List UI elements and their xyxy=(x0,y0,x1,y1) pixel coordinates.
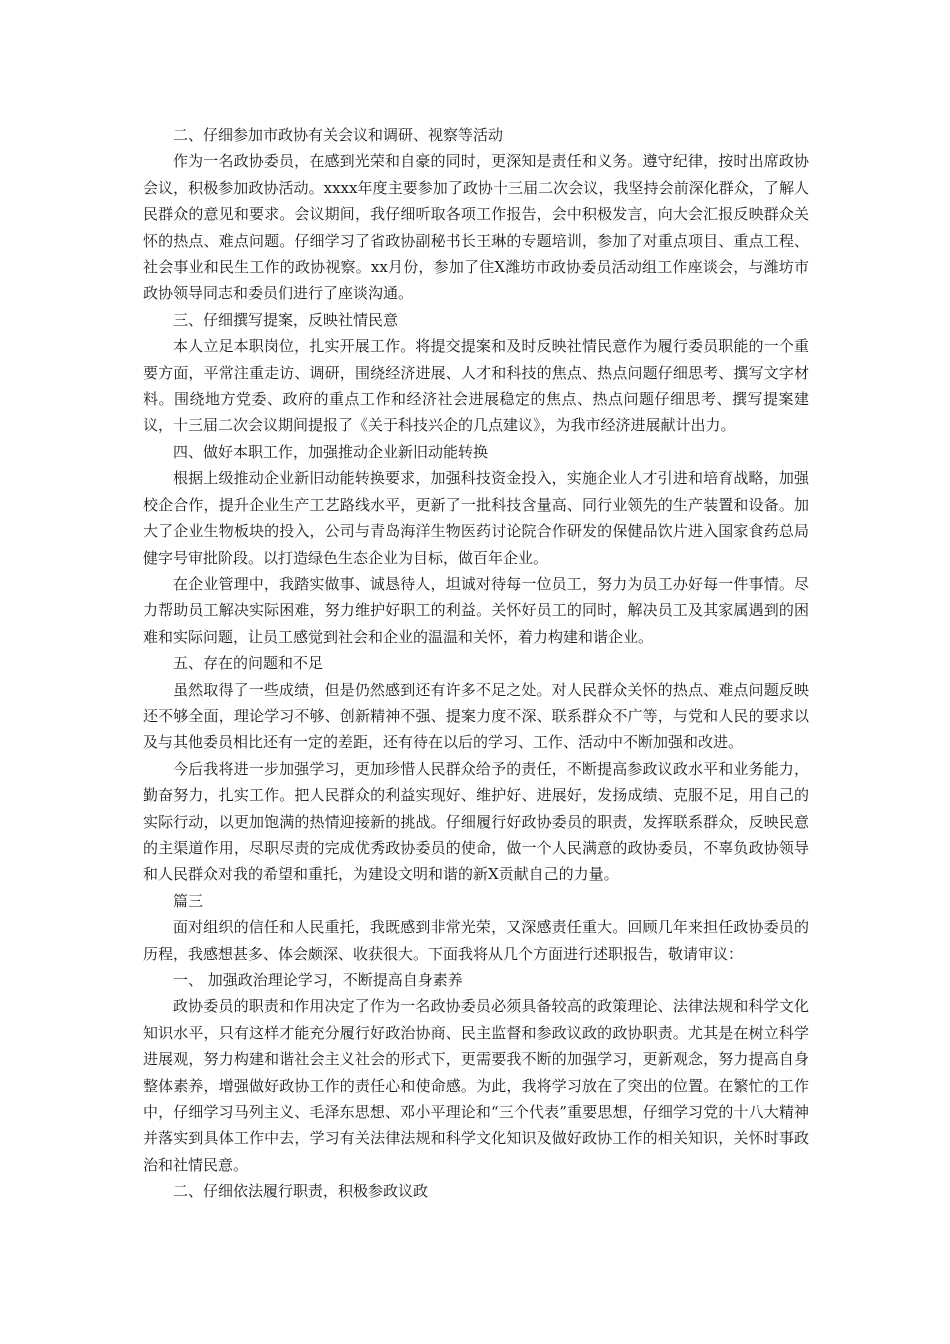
section-heading: 二、仔细依法履行职责，积极参政议政 xyxy=(173,1182,429,1201)
section-heading: 一、 加强政治理论学习，不断提高自身素养 xyxy=(173,971,463,989)
paragraph: 今后我将进一步加强学习，更加珍惜人民群众给予的责任，不断提高参政议政水平和业务能力，勤奋努力，扎实工作。把人民群众的利益实现好、维护好、进展好，发扬成绩、克服不足，用自己的实际行动，以更加饱满的热情迎接新的挑战。仔细履行好政协委员的职责，发挥联系群众，反映民意的主渠道作用，尽职尽责的完成优秀政协委员的使命，做一个人民满意的政协委员，不辜负政协领导和人民群众对我的希望和重托，为建设文明和谐的新X贡献自己的力量。 xyxy=(143,759,809,884)
paragraph: 面对组织的信任和人民重托，我既感到非常光荣，又深感责任重大。回顾几年来担任政协委员的历程，我感想甚多、体会颇深、收获很大。下面我将从几个方面进行述职报告，敬请审议： xyxy=(143,918,809,963)
paragraph: 在企业管理中，我踏实做事、诚恳待人，坦诚对待每一位员工，努力为员工办好每一件事情。尽力帮助员工解决实际困难，努力维护好职工的利益。关怀好员工的同时，解决员工及其家属遇到的困难和实际问题，让员工感觉到社会和企业的温温和关怀，着力构建和谐企业。 xyxy=(143,574,809,646)
section-heading: 四、做好本职工作，加强推动企业新旧动能转换 xyxy=(173,442,489,461)
paragraph: 本人立足本职岗位，扎实开展工作。将提交提案和及时反映社情民意作为履行委员职能的一个重要方面，平常注重走访、调研，围绕经济进展、人才和科技的焦点、热点问题仔细思考、撰写文字材料。围绕地方党委、政府的重点工作和经济社会进展稳定的焦点、热点问题仔细思考、撰写提案建议，十三届二次会议期间提报了《关于科技兴企的几点建议》，为我市经济进展献计出力。 xyxy=(143,337,809,435)
section-heading: 三、仔细撰写提案，反映社情民意 xyxy=(173,310,399,329)
section-heading: 二、仔细参加市政协有关会议和调研、视察等活动 xyxy=(173,126,504,144)
paragraph: 根据上级推动企业新旧动能转换要求，加强科技资金投入，实施企业人才引进和培育战略，加强校企合作，提升企业生产工艺路线水平，更新了一批科技含量高、同行业领先的生产装置和设备。加大了企业生物板块的投入，公司与青岛海洋生物医药讨论院合作研发的保健品饮片进入国家食药总局健字号审批阶段。以打造绿色生态企业为目标，做百年企业。 xyxy=(143,469,809,567)
paragraph: 虽然取得了一些成绩，但是仍然感到还有许多不足之处。对人民群众关怀的热点、难点问题反映还不够全面，理论学习不够、创新精神不强、提案力度不深、联系群众不广等，与党和人民的要求以及与其他委员相比还有一定的差距，还有待在以后的学习、工作、活动中不断加强和改进。 xyxy=(143,680,809,752)
paragraph: 作为一名政协委员，在感到光荣和自豪的同时，更深知是责任和义务。遵守纪律，按时出席政协会议，积极参加政协活动。xxxx年度主要参加了政协十三届二次会议，我坚持会前深化群众，了解人民群众的意见和要求。会议期间，我仔细听取各项工作报告，会中积极发言，向大会汇报反映群众关怀的热点、难点问题。仔细学习了省政协副秘书长王琳的专题培训，参加了对重点项目、重点工程、社会事业和民生工作的政协视察。xx月份，参加了住X潍坊市政协委员活动组工作座谈会，与潍坊市政协领导同志和委员们进行了座谈沟通。 xyxy=(143,152,809,303)
document-body xyxy=(143,122,809,1205)
paragraph: 政协委员的职责和作用决定了作为一名政协委员必须具备较高的政策理论、法律法规和科学文化知识水平，只有这样才能充分履行好政治协商、民主监督和参政议政的政协职责。尤其是在树立科学进展观，努力构建和谐社会主义社会的形式下，更需要我不断的加强学习，更新观念，努力提高自身整体素养，增强做好政协工作的责任心和使命感。为此，我将学习放在了突出的位置。在繁忙的工作中，仔细学习马列主义、毛泽东思想、邓小平理论和“三个代表”重要思想，仔细学习党的十八大精神并落实到具体工作中去，学习有关法律法规和科学文化知识及做好政协工作的相关知识，关怀时事政治和社情民意。 xyxy=(143,997,809,1174)
section-heading: 五、存在的问题和不足 xyxy=(173,654,324,673)
section-heading: 篇三 xyxy=(173,891,204,910)
